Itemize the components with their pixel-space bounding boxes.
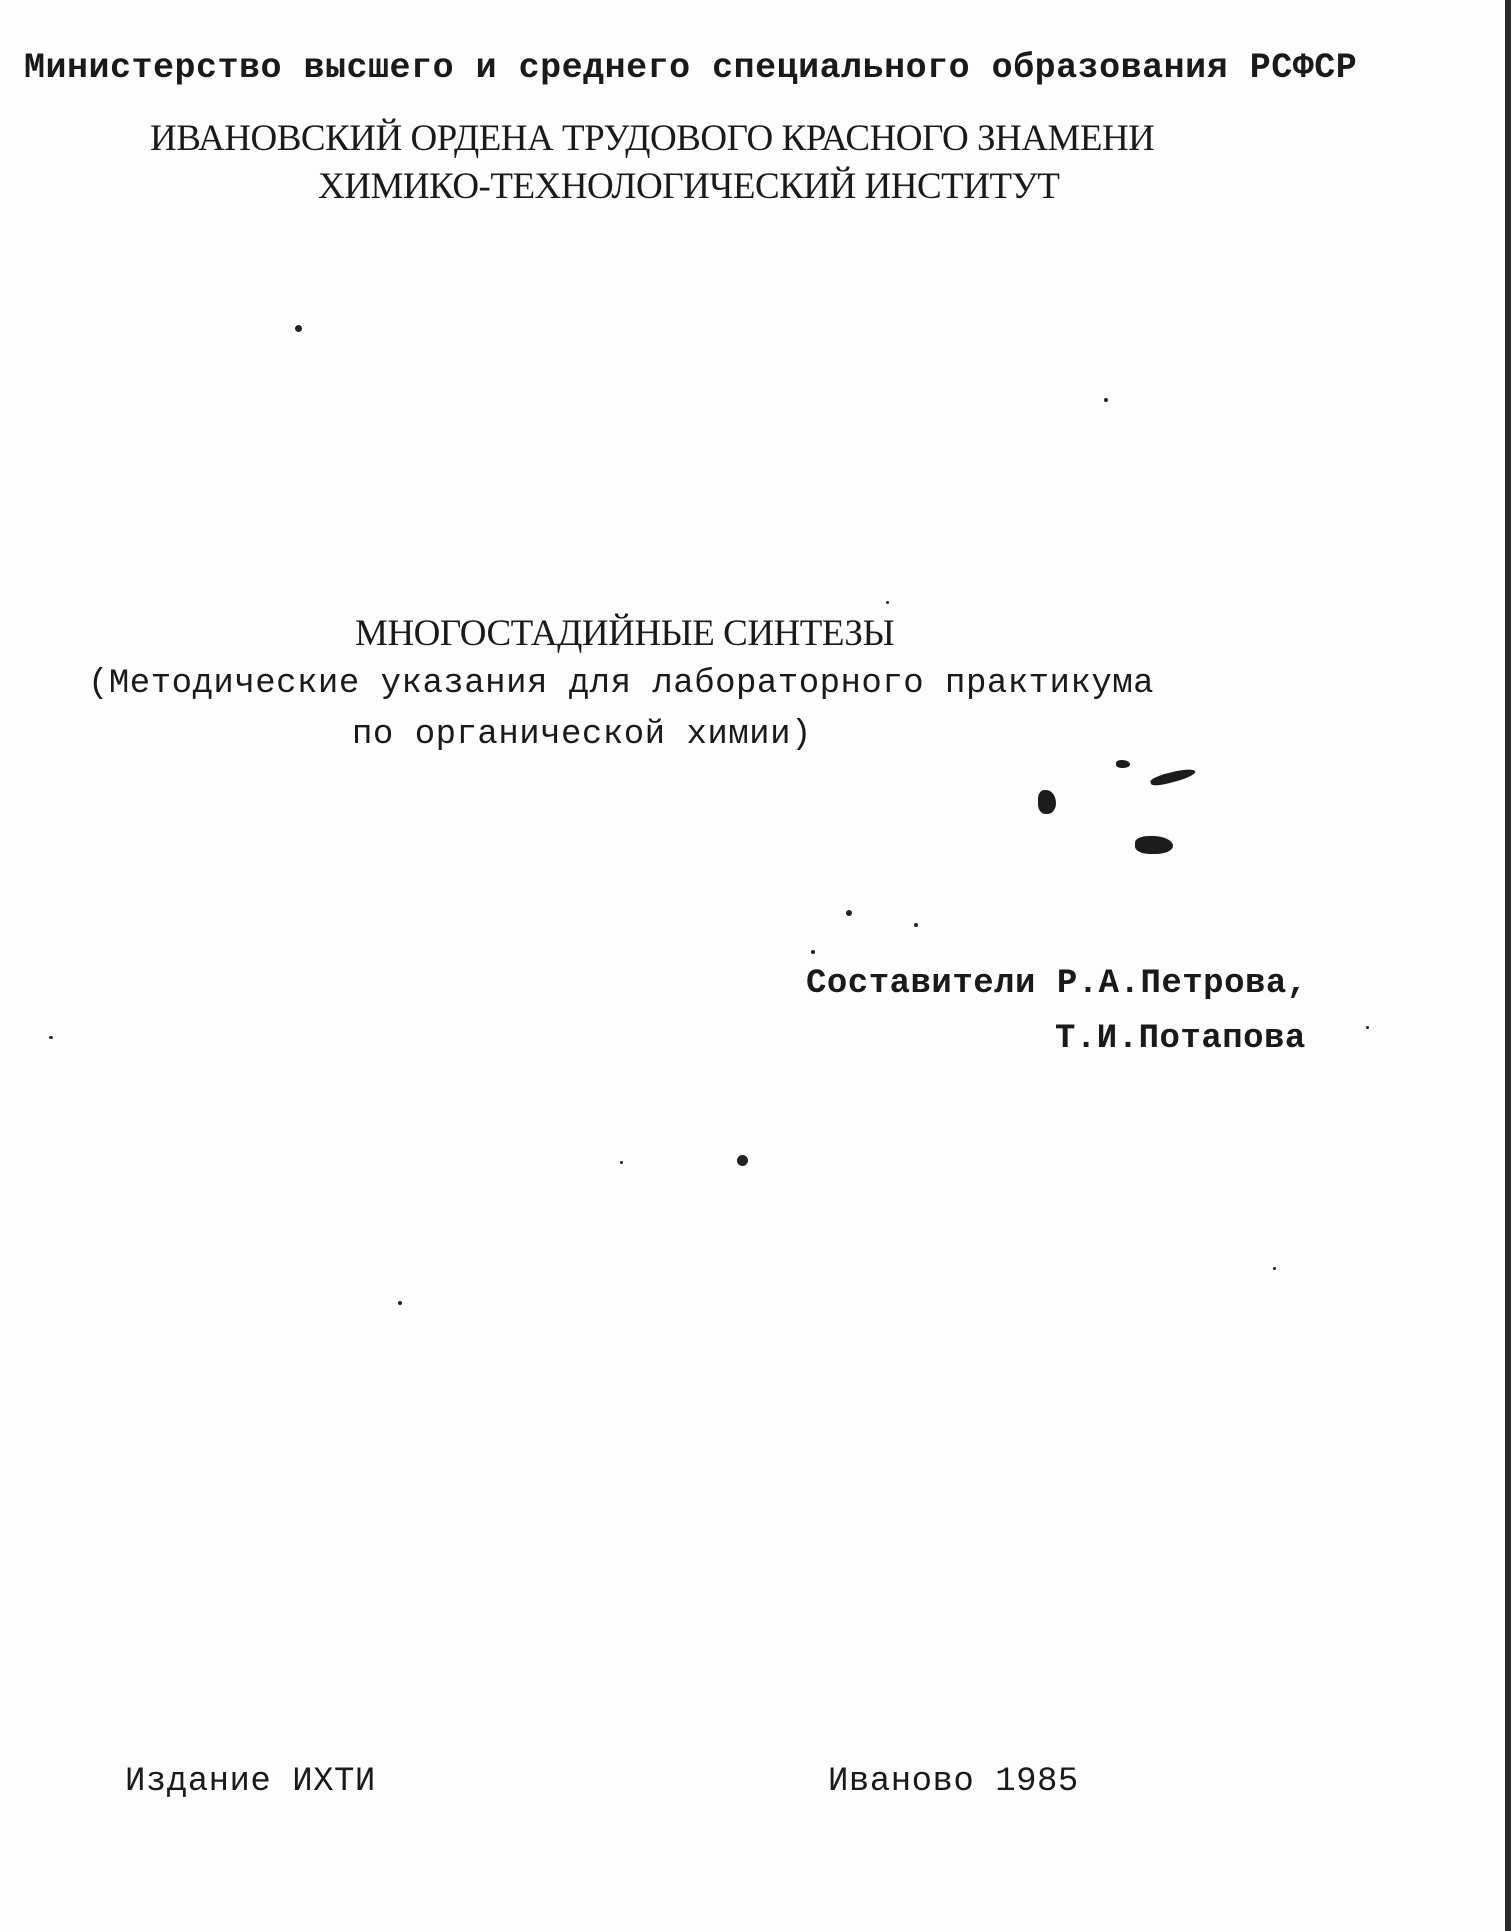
document-title: МНОГОСТАДИЙНЫЕ СИНТЕЗЫ [355, 613, 895, 654]
ink-speck [398, 1301, 402, 1305]
institute-name-line1: ИВАНОВСКИЙ ОРДЕНА ТРУДОВОГО КРАСНОГО ЗНАМЕНИ [150, 118, 1155, 159]
ink-blot [1116, 760, 1130, 768]
ink-speck [811, 950, 815, 954]
ink-speck [295, 325, 302, 332]
ink-speck [620, 1161, 623, 1164]
compilers-line1: Составители Р.А.Петрова, [806, 965, 1308, 1003]
ink-blot [1149, 766, 1196, 788]
institute-name-line2: ХИМИКО-ТЕХНОЛОГИЧЕСКИЙ ИНСТИТУТ [318, 166, 1060, 207]
city-year-label: Иваново 1985 [828, 1763, 1079, 1801]
ink-speck [886, 601, 889, 604]
ink-blot [1135, 836, 1173, 854]
scan-edge [1505, 0, 1511, 1931]
document-subtitle-line1: (Методические указания для лабораторного практикума [88, 665, 1155, 703]
ink-speck [737, 1155, 748, 1166]
ink-speck [1366, 1026, 1369, 1029]
ink-speck [914, 923, 918, 927]
ink-speck [1273, 1267, 1276, 1270]
ministry-heading: Министерство высшего и среднего специального образования РСФСР [24, 48, 1358, 88]
ink-speck [1104, 398, 1108, 402]
publisher-label: Издание ИХТИ [125, 1763, 376, 1801]
ink-speck [846, 910, 852, 916]
ink-speck [49, 1036, 53, 1039]
compilers-line2: Т.И.Потапова [1055, 1020, 1306, 1058]
ink-blot [1038, 790, 1056, 814]
document-subtitle-line2: по органической химии) [352, 716, 812, 754]
